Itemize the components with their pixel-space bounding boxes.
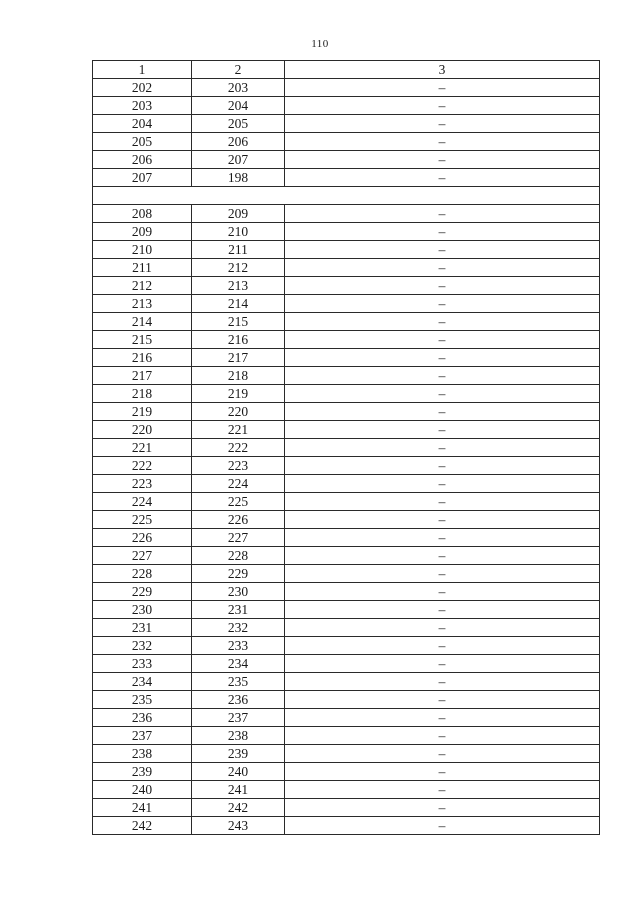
table-cell-col-1: 239 xyxy=(93,763,192,781)
table-cell-col-1: 218 xyxy=(93,385,192,403)
table-cell-col-2: 218 xyxy=(192,367,285,385)
table-row xyxy=(93,583,600,601)
table-cell-col-3: – xyxy=(285,511,600,529)
table-row xyxy=(93,439,600,457)
table-cell-col-3: – xyxy=(285,367,600,385)
table-row xyxy=(93,241,600,259)
table-cell-col-3: – xyxy=(285,763,600,781)
table-separator xyxy=(93,187,600,205)
table-cell-col-3: – xyxy=(285,169,600,187)
table-cell-col-2: 215 xyxy=(192,313,285,331)
table-cell-col-3: – xyxy=(285,529,600,547)
table-cell-col-1: 234 xyxy=(93,673,192,691)
table-cell-col-2: 240 xyxy=(192,763,285,781)
table-row xyxy=(93,97,600,115)
table-cell-col-2: 209 xyxy=(192,205,285,223)
table-row xyxy=(93,205,600,223)
table-row xyxy=(93,745,600,763)
table-cell-col-2: 236 xyxy=(192,691,285,709)
table-row xyxy=(93,223,600,241)
table-row xyxy=(93,817,600,835)
table-cell-col-3: – xyxy=(285,331,600,349)
table-cell-col-2: 212 xyxy=(192,259,285,277)
table-cell-col-3: – xyxy=(285,259,600,277)
table-cell-col-3: – xyxy=(285,709,600,727)
table-cell-col-1: 223 xyxy=(93,475,192,493)
table-cell-col-3: – xyxy=(285,817,600,835)
table-cell-col-3: – xyxy=(285,547,600,565)
table-row xyxy=(93,169,600,187)
table-cell-col-1: 222 xyxy=(93,457,192,475)
table-cell-col-2: 224 xyxy=(192,475,285,493)
table-cell-col-3: – xyxy=(285,475,600,493)
table-cell-col-1: 205 xyxy=(93,133,192,151)
table-row xyxy=(93,349,600,367)
table-row xyxy=(93,763,600,781)
table-cell-col-2: 225 xyxy=(192,493,285,511)
table-cell-col-2: 207 xyxy=(192,151,285,169)
table-row xyxy=(93,277,600,295)
table-cell-col-3: – xyxy=(285,673,600,691)
table-row xyxy=(93,259,600,277)
table-row xyxy=(93,727,600,745)
table-cell-col-2: 198 xyxy=(192,169,285,187)
table-cell-col-3: – xyxy=(285,745,600,763)
table-cell-col-1: 231 xyxy=(93,619,192,637)
table-cell-col-1: 207 xyxy=(93,169,192,187)
table-row xyxy=(93,457,600,475)
table-cell-col-2: 211 xyxy=(192,241,285,259)
table-section-b xyxy=(93,205,600,835)
column-header-2: 2 xyxy=(192,61,285,79)
table-cell-col-3: – xyxy=(285,241,600,259)
table-cell-col-2: 220 xyxy=(192,403,285,421)
table-section-a xyxy=(93,79,600,187)
page-number: 110 xyxy=(311,38,329,50)
table-cell-col-2: 213 xyxy=(192,277,285,295)
table-cell-col-3: – xyxy=(285,493,600,511)
table-cell-col-1: 233 xyxy=(93,655,192,673)
table-cell-col-1: 202 xyxy=(93,79,192,97)
table-cell-col-2: 210 xyxy=(192,223,285,241)
table-cell-col-3: – xyxy=(285,457,600,475)
table-cell-col-2: 226 xyxy=(192,511,285,529)
table-cell-col-1: 240 xyxy=(93,781,192,799)
table-cell-col-3: – xyxy=(285,601,600,619)
table-row xyxy=(93,619,600,637)
table-cell-col-1: 215 xyxy=(93,331,192,349)
table-cell-col-3: – xyxy=(285,151,600,169)
table-cell-col-3: – xyxy=(285,97,600,115)
table-cell-col-2: 206 xyxy=(192,133,285,151)
table-cell-col-3: – xyxy=(285,583,600,601)
table-cell-col-1: 228 xyxy=(93,565,192,583)
table-cell-col-3: – xyxy=(285,421,600,439)
table-row xyxy=(93,313,600,331)
table-cell-col-3: – xyxy=(285,781,600,799)
table-row xyxy=(93,331,600,349)
table-cell-col-2: 204 xyxy=(192,97,285,115)
table-row xyxy=(93,295,600,313)
table-cell-col-3: – xyxy=(285,205,600,223)
table-cell-col-1: 229 xyxy=(93,583,192,601)
table-cell-col-2: 233 xyxy=(192,637,285,655)
table-row xyxy=(93,403,600,421)
table-cell-col-3: – xyxy=(285,799,600,817)
table-cell-col-3: – xyxy=(285,439,600,457)
table-cell-col-2: 228 xyxy=(192,547,285,565)
table-cell-col-2: 239 xyxy=(192,745,285,763)
table-cell-col-3: – xyxy=(285,691,600,709)
table-row xyxy=(93,385,600,403)
table-row xyxy=(93,673,600,691)
table-row xyxy=(93,565,600,583)
table-cell-col-1: 236 xyxy=(93,709,192,727)
table-cell-col-3: – xyxy=(285,655,600,673)
table-cell-col-3: – xyxy=(285,403,600,421)
table-cell-col-3: – xyxy=(285,295,600,313)
table-cell-col-2: 227 xyxy=(192,529,285,547)
header-row xyxy=(93,61,600,79)
table-cell-col-2: 214 xyxy=(192,295,285,313)
table-row xyxy=(93,799,600,817)
table-cell-col-2: 205 xyxy=(192,115,285,133)
table-cell-col-1: 226 xyxy=(93,529,192,547)
table-cell-col-1: 220 xyxy=(93,421,192,439)
table-cell-col-2: 222 xyxy=(192,439,285,457)
table-row xyxy=(93,655,600,673)
table-row xyxy=(93,637,600,655)
separator-row xyxy=(93,187,600,205)
table-cell-col-1: 221 xyxy=(93,439,192,457)
table-cell-col-2: 217 xyxy=(192,349,285,367)
table-row xyxy=(93,529,600,547)
table-cell-col-3: – xyxy=(285,115,600,133)
table-cell-col-3: – xyxy=(285,223,600,241)
table-cell-col-1: 213 xyxy=(93,295,192,313)
table-cell-col-2: 237 xyxy=(192,709,285,727)
table-cell-col-2: 242 xyxy=(192,799,285,817)
table-cell-col-2: 241 xyxy=(192,781,285,799)
table-cell-col-1: 210 xyxy=(93,241,192,259)
table-cell-col-3: – xyxy=(285,79,600,97)
table-cell-col-2: 229 xyxy=(192,565,285,583)
table-cell-col-2: 235 xyxy=(192,673,285,691)
table-cell-col-2: 221 xyxy=(192,421,285,439)
table-row xyxy=(93,421,600,439)
table-cell-col-3: – xyxy=(285,619,600,637)
table-header xyxy=(93,61,600,79)
table-cell-col-1: 232 xyxy=(93,637,192,655)
table-cell-col-1: 217 xyxy=(93,367,192,385)
table-cell-col-3: – xyxy=(285,313,600,331)
table-row xyxy=(93,115,600,133)
column-header-1: 1 xyxy=(93,61,192,79)
table-row xyxy=(93,511,600,529)
table-cell-col-3: – xyxy=(285,277,600,295)
table-cell-col-2: 219 xyxy=(192,385,285,403)
table-cell-col-1: 214 xyxy=(93,313,192,331)
table-row xyxy=(93,781,600,799)
table-cell-col-2: 203 xyxy=(192,79,285,97)
table-row xyxy=(93,691,600,709)
table-cell-col-3: – xyxy=(285,349,600,367)
table-row xyxy=(93,367,600,385)
table-cell-col-3: – xyxy=(285,727,600,745)
table-row xyxy=(93,133,600,151)
separator-cell xyxy=(93,187,600,205)
table-cell-col-2: 234 xyxy=(192,655,285,673)
table-cell-col-1: 219 xyxy=(93,403,192,421)
table-cell-col-1: 209 xyxy=(93,223,192,241)
table-cell-col-1: 206 xyxy=(93,151,192,169)
table-cell-col-1: 241 xyxy=(93,799,192,817)
table-cell-col-1: 208 xyxy=(93,205,192,223)
table-cell-col-1: 227 xyxy=(93,547,192,565)
table-cell-col-1: 235 xyxy=(93,691,192,709)
table-cell-col-1: 225 xyxy=(93,511,192,529)
table-cell-col-2: 230 xyxy=(192,583,285,601)
table-cell-col-2: 216 xyxy=(192,331,285,349)
table-row xyxy=(93,547,600,565)
table-cell-col-1: 238 xyxy=(93,745,192,763)
table-row xyxy=(93,601,600,619)
table-cell-col-1: 203 xyxy=(93,97,192,115)
table-cell-col-3: – xyxy=(285,385,600,403)
table-cell-col-2: 232 xyxy=(192,619,285,637)
table-cell-col-3: – xyxy=(285,637,600,655)
table-cell-col-2: 243 xyxy=(192,817,285,835)
table-row xyxy=(93,475,600,493)
table-cell-col-1: 230 xyxy=(93,601,192,619)
table-cell-col-1: 216 xyxy=(93,349,192,367)
table-cell-col-3: – xyxy=(285,565,600,583)
table-cell-col-3: – xyxy=(285,133,600,151)
table-cell-col-2: 238 xyxy=(192,727,285,745)
table-cell-col-1: 224 xyxy=(93,493,192,511)
data-table xyxy=(92,60,600,835)
table-cell-col-2: 223 xyxy=(192,457,285,475)
table-row xyxy=(93,151,600,169)
table-cell-col-1: 212 xyxy=(93,277,192,295)
table-cell-col-1: 211 xyxy=(93,259,192,277)
table-cell-col-1: 242 xyxy=(93,817,192,835)
column-header-3: 3 xyxy=(285,61,600,79)
table-row xyxy=(93,493,600,511)
table-cell-col-1: 237 xyxy=(93,727,192,745)
table-cell-col-1: 204 xyxy=(93,115,192,133)
table-row xyxy=(93,709,600,727)
table-cell-col-2: 231 xyxy=(192,601,285,619)
table-row xyxy=(93,79,600,97)
